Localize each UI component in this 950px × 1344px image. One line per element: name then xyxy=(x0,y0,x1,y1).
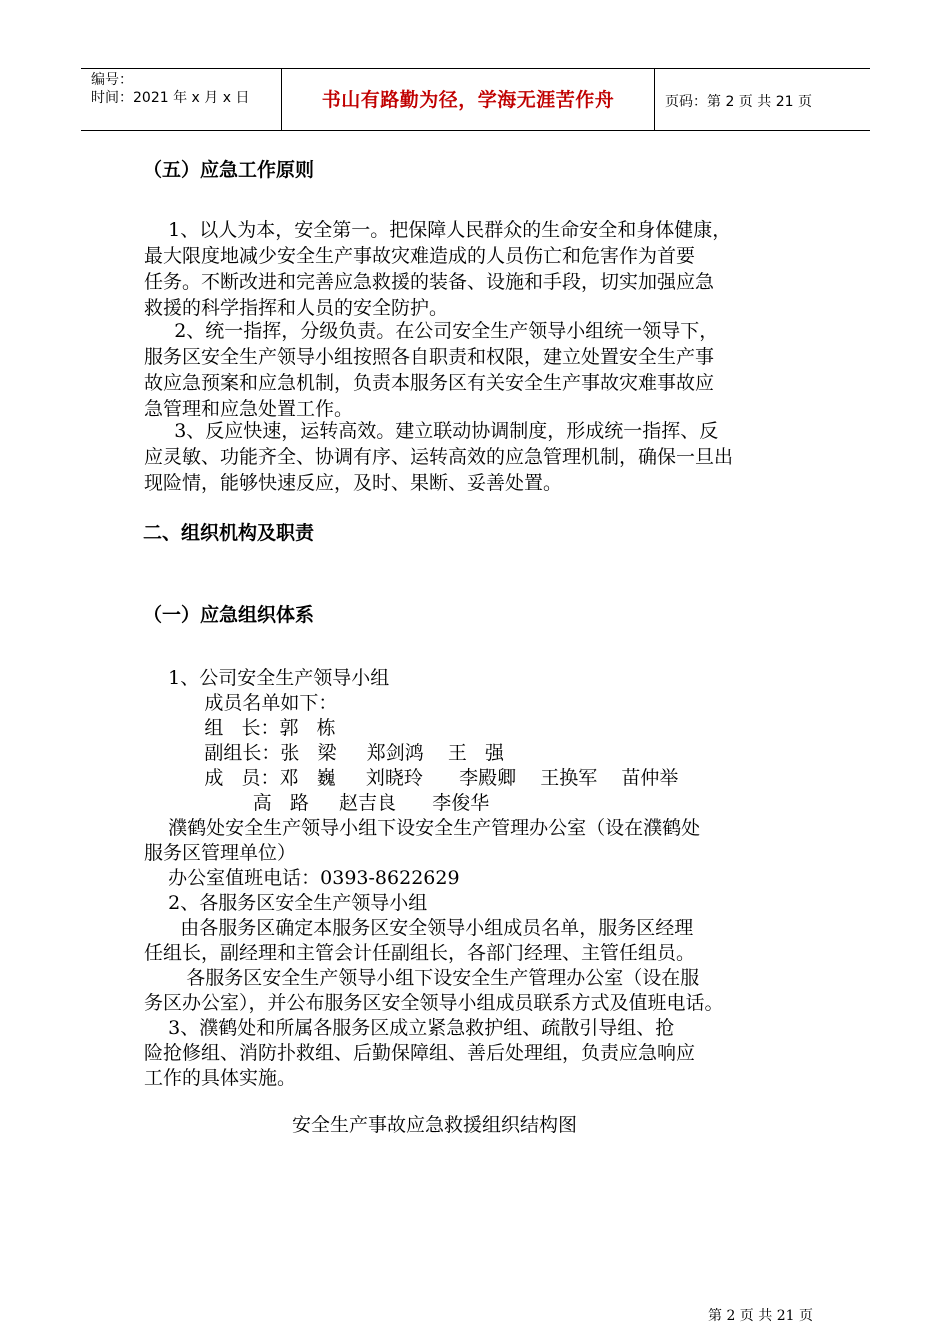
header-divider xyxy=(654,69,655,130)
text-line: 由各服务区确定本服务区安全领导小组成员名单，服务区经理 xyxy=(144,917,694,939)
text-line: 2、统一指挥，分级负责。在公司安全生产领导小组统一领导下， xyxy=(144,320,719,342)
text-line: 成员名单如下： xyxy=(144,692,338,714)
text-line: 各服务区安全生产领导小组下设安全生产管理办公室（设在服 xyxy=(144,967,700,989)
text-line: 副组长：张 梁 郑剑鸿 王 强 xyxy=(144,742,504,764)
text-line: 1、以人为本，安全第一。把保障人民群众的生命安全和身体健康， xyxy=(144,219,732,241)
text-line: 1、公司安全生产领导小组 xyxy=(144,667,390,689)
text-line: 应灵敏、功能齐全、协调有序、运转高效的应急管理机制，确保一旦出 xyxy=(144,446,734,468)
page-footer: 第 2 页 共 21 页 xyxy=(708,1308,813,1324)
time-label: 时间：2021 年 x 月 x 日 xyxy=(91,90,250,106)
chart-caption: 安全生产事故应急救援组织结构图 xyxy=(292,1114,578,1136)
text-line: 务区办公室），并公布服务区安全领导小组成员联系方式及值班电话。 xyxy=(144,992,724,1014)
text-line: 成 员：邓 巍 刘晓玲 李殿卿 王换军 苗仲举 xyxy=(144,767,679,789)
text-line: 最大限度地减少安全生产事故灾难造成的人员伤亡和危害作为首要 xyxy=(144,245,696,267)
text-line: 现险情，能够快速反应，及时、果断、妥善处置。 xyxy=(144,472,563,494)
text-line: 任务。不断改进和完善应急救援的装备、设施和手段，切实加强应急 xyxy=(144,271,715,293)
header-meta xyxy=(91,71,249,107)
text-line: 服务区安全生产领导小组按照各自职责和权限，建立处置安全生产事 xyxy=(144,346,715,368)
section-title-emergency-principles: （五）应急工作原则 xyxy=(143,159,315,181)
section-title-emergency-system: （一）应急组织体系 xyxy=(143,604,315,626)
text-line: 3、濮鹤处和所属各服务区成立紧急救护组、疏散引导组、抢 xyxy=(144,1017,675,1039)
text-line: 濮鹤处安全生产领导小组下设安全生产管理办公室（设在濮鹤处 xyxy=(144,817,701,839)
text-line: 高 路 赵吉良 李俊华 xyxy=(144,792,490,814)
text-line: 险抢修组、消防扑救组、后勤保障组、善后处理组，负责应急响应 xyxy=(144,1042,696,1064)
header-motto: 书山有路勤为径，学海无涯苦作舟 xyxy=(321,89,615,111)
text-line: 组 长：郭 栋 xyxy=(144,717,336,739)
text-line: 服务区管理单位） xyxy=(144,842,297,864)
text-line: 故应急预案和应急机制，负责本服务区有关安全生产事故灾难事故应 xyxy=(144,372,715,394)
page-header xyxy=(81,68,870,131)
section-title-organization: 二、组织机构及职责 xyxy=(143,522,315,544)
office-phone-line: 办公室值班电话：0393-8622629 xyxy=(144,867,460,889)
text-line: 工作的具体实施。 xyxy=(144,1067,297,1089)
text-line: 急管理和应急处置工作。 xyxy=(144,398,354,420)
text-line: 救援的科学指挥和人员的安全防护。 xyxy=(144,297,449,319)
number-label: 编号： xyxy=(91,72,133,88)
text-line: 任组长，副经理和主管会计任副组长，各部门经理、主管任组员。 xyxy=(144,942,696,964)
header-page-info: 页码：第 2 页 共 21 页 xyxy=(665,94,812,110)
text-line: 3、反应快速，运转高效。建立联动协调制度，形成统一指挥、反 xyxy=(144,420,719,442)
text-line: 2、各服务区安全生产领导小组 xyxy=(144,892,428,914)
